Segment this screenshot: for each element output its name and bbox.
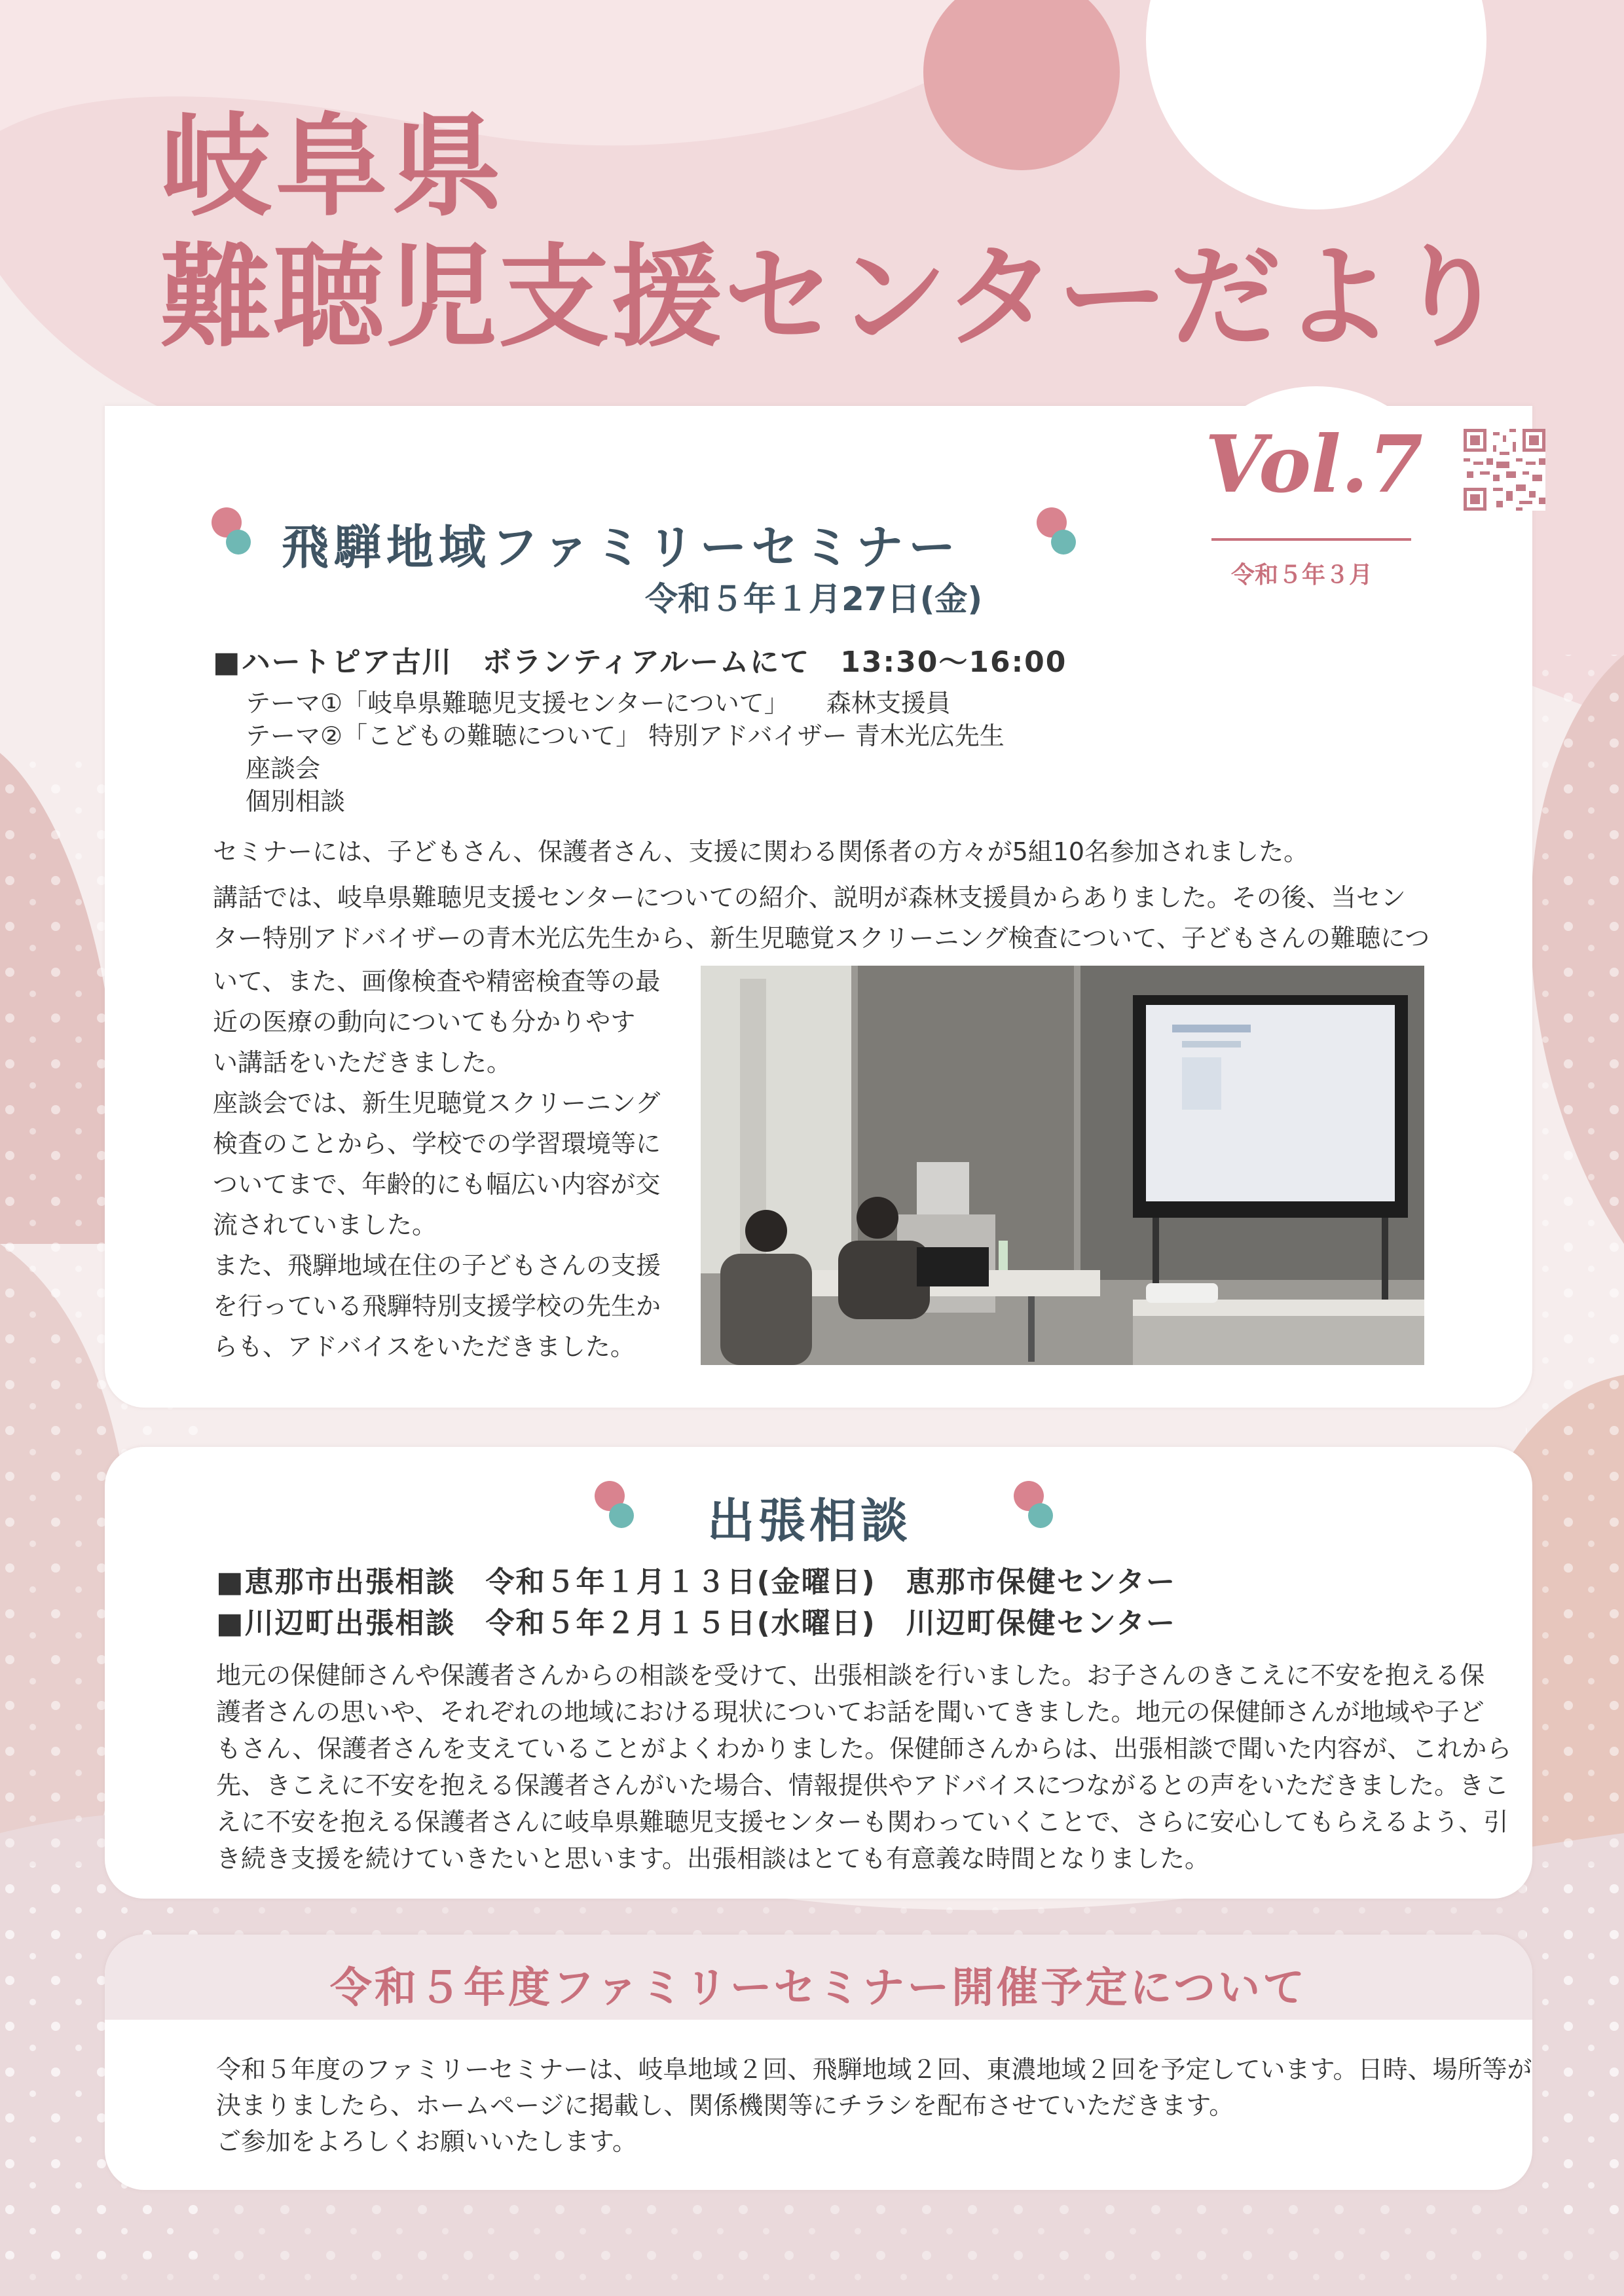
heading-dots-icon (1008, 1481, 1054, 1533)
seminar-body-line: らも、アドバイスをいただきました。 (213, 1332, 635, 1361)
plan-body-line: 決まりましたら、ホームページに掲載し、関係機関等にチラシを配布させていただきます。 (216, 2091, 1234, 2120)
heading-dots-icon (1031, 507, 1077, 560)
issue-date: 令和５年３月 (1231, 562, 1373, 589)
seminar-photo (701, 966, 1424, 1365)
seminar-body-line: 近の医療の動向についても分かりやす (213, 1008, 636, 1036)
visit-body-line: もさん、保護者さんを支えていることがよくわかりました。保健師さんからは、出張相談で聞いた内容が、これから (216, 1734, 1512, 1763)
visit-body-line: 地元の保健師さんや保護者さんからの相談を受けて、出張相談を行いました。お子さんのきこえに不安を抱える保 (216, 1661, 1485, 1690)
visit-body-line: えに不安を抱える保護者さんに岐阜県難聴児支援センターも関わっていくことで、さらに安心してもらえるよう、引 (216, 1808, 1509, 1836)
seminar-body-line: 検査のことから、学校での学習環境等に (213, 1129, 661, 1158)
seminar-body-line: い講話をいただきました。 (213, 1048, 512, 1077)
seminar-venue: ■ハートピア古川 ボランティアルームにて 13:30〜16:00 (213, 646, 1067, 679)
volume-number: Vol.7 (1205, 418, 1423, 511)
visit-body-line: 護者さんの思いや、それぞれの地域における現状についてお話を聞いてきました。地元の保健師さんが地域や子ど (216, 1698, 1485, 1726)
seminar-program-item: 個別相談 (246, 787, 346, 816)
newsletter-title-line2: 難聴児支援センターだより (160, 233, 1508, 363)
qr-code-icon[interactable] (1464, 429, 1545, 511)
plan-body-line: ご参加をよろしくお願いいたします。 (216, 2127, 637, 2156)
seminar-heading: 飛騨地域ファミリーセミナー (282, 520, 961, 575)
seminar-body-line: ター特別アドバイザーの青木光広先生から、新生児聴覚スクリーニング検査について、子どもさんの難聴につ (213, 924, 1430, 953)
seminar-body-line: いて、また、画像検査や精密検査等の最 (213, 967, 661, 996)
seminar-date: 令和５年１月27日(金) (645, 580, 983, 618)
visit-heading: 出張相談 (707, 1493, 912, 1548)
heading-dots-icon (206, 507, 252, 560)
volume-underline (1211, 538, 1411, 541)
heading-dots-icon (589, 1481, 635, 1533)
seminar-body-line: を行っている飛騨特別支援学校の先生か (213, 1292, 661, 1321)
visit-item: ■恵那市出張相談 令和５年１月１３日(金曜日) 恵那市保健センター (216, 1565, 1177, 1599)
visit-item: ■川辺町出張相談 令和５年２月１５日(水曜日) 川辺町保健センター (216, 1607, 1177, 1640)
seminar-body-line: ついてまで、年齢的にも幅広い内容が交 (213, 1170, 661, 1199)
seminar-body-line: 講話では、岐阜県難聴児支援センターについての紹介、説明が森林支援員からありました。その後、当セン (213, 883, 1406, 912)
plan-heading: 令和５年度ファミリーセミナー開催予定について (329, 1964, 1308, 2013)
visit-body-line: き続き支援を続けていきたいと思います。出張相談はとても有意義な時間となりました。 (216, 1844, 1209, 1873)
seminar-body-line: また、飛騨地域在住の子どもさんの支援 (213, 1251, 661, 1280)
plan-body-line: 令和５年度のファミリーセミナーは、岐阜地域２回、飛騨地域２回、東濃地域２回を予定しています。日時、場所等が (216, 2055, 1532, 2084)
seminar-body-line: 流されていました。 (213, 1211, 437, 1239)
visit-body-line: 先、きこえに不安を抱える保護者さんがいた場合、情報提供やアドバイスにつながるとの声をいただきました。きこ (216, 1771, 1509, 1800)
seminar-body-line: 座談会では、新生児聴覚スクリーニング (213, 1089, 661, 1118)
seminar-program-item: 座談会 (246, 754, 321, 783)
seminar-program-item: テーマ①「岐阜県難聴児支援センターについて」 森林支援員 (246, 689, 951, 718)
seminar-program-item: テーマ②「こどもの難聴について」 特別アドバイザー 青木光広先生 (246, 721, 1005, 750)
newsletter-title-line1: 岐阜県 (160, 102, 507, 232)
seminar-body-line: セミナーには、子どもさん、保護者さん、支援に関わる関係者の方々が5組10名参加されました。 (213, 837, 1309, 866)
